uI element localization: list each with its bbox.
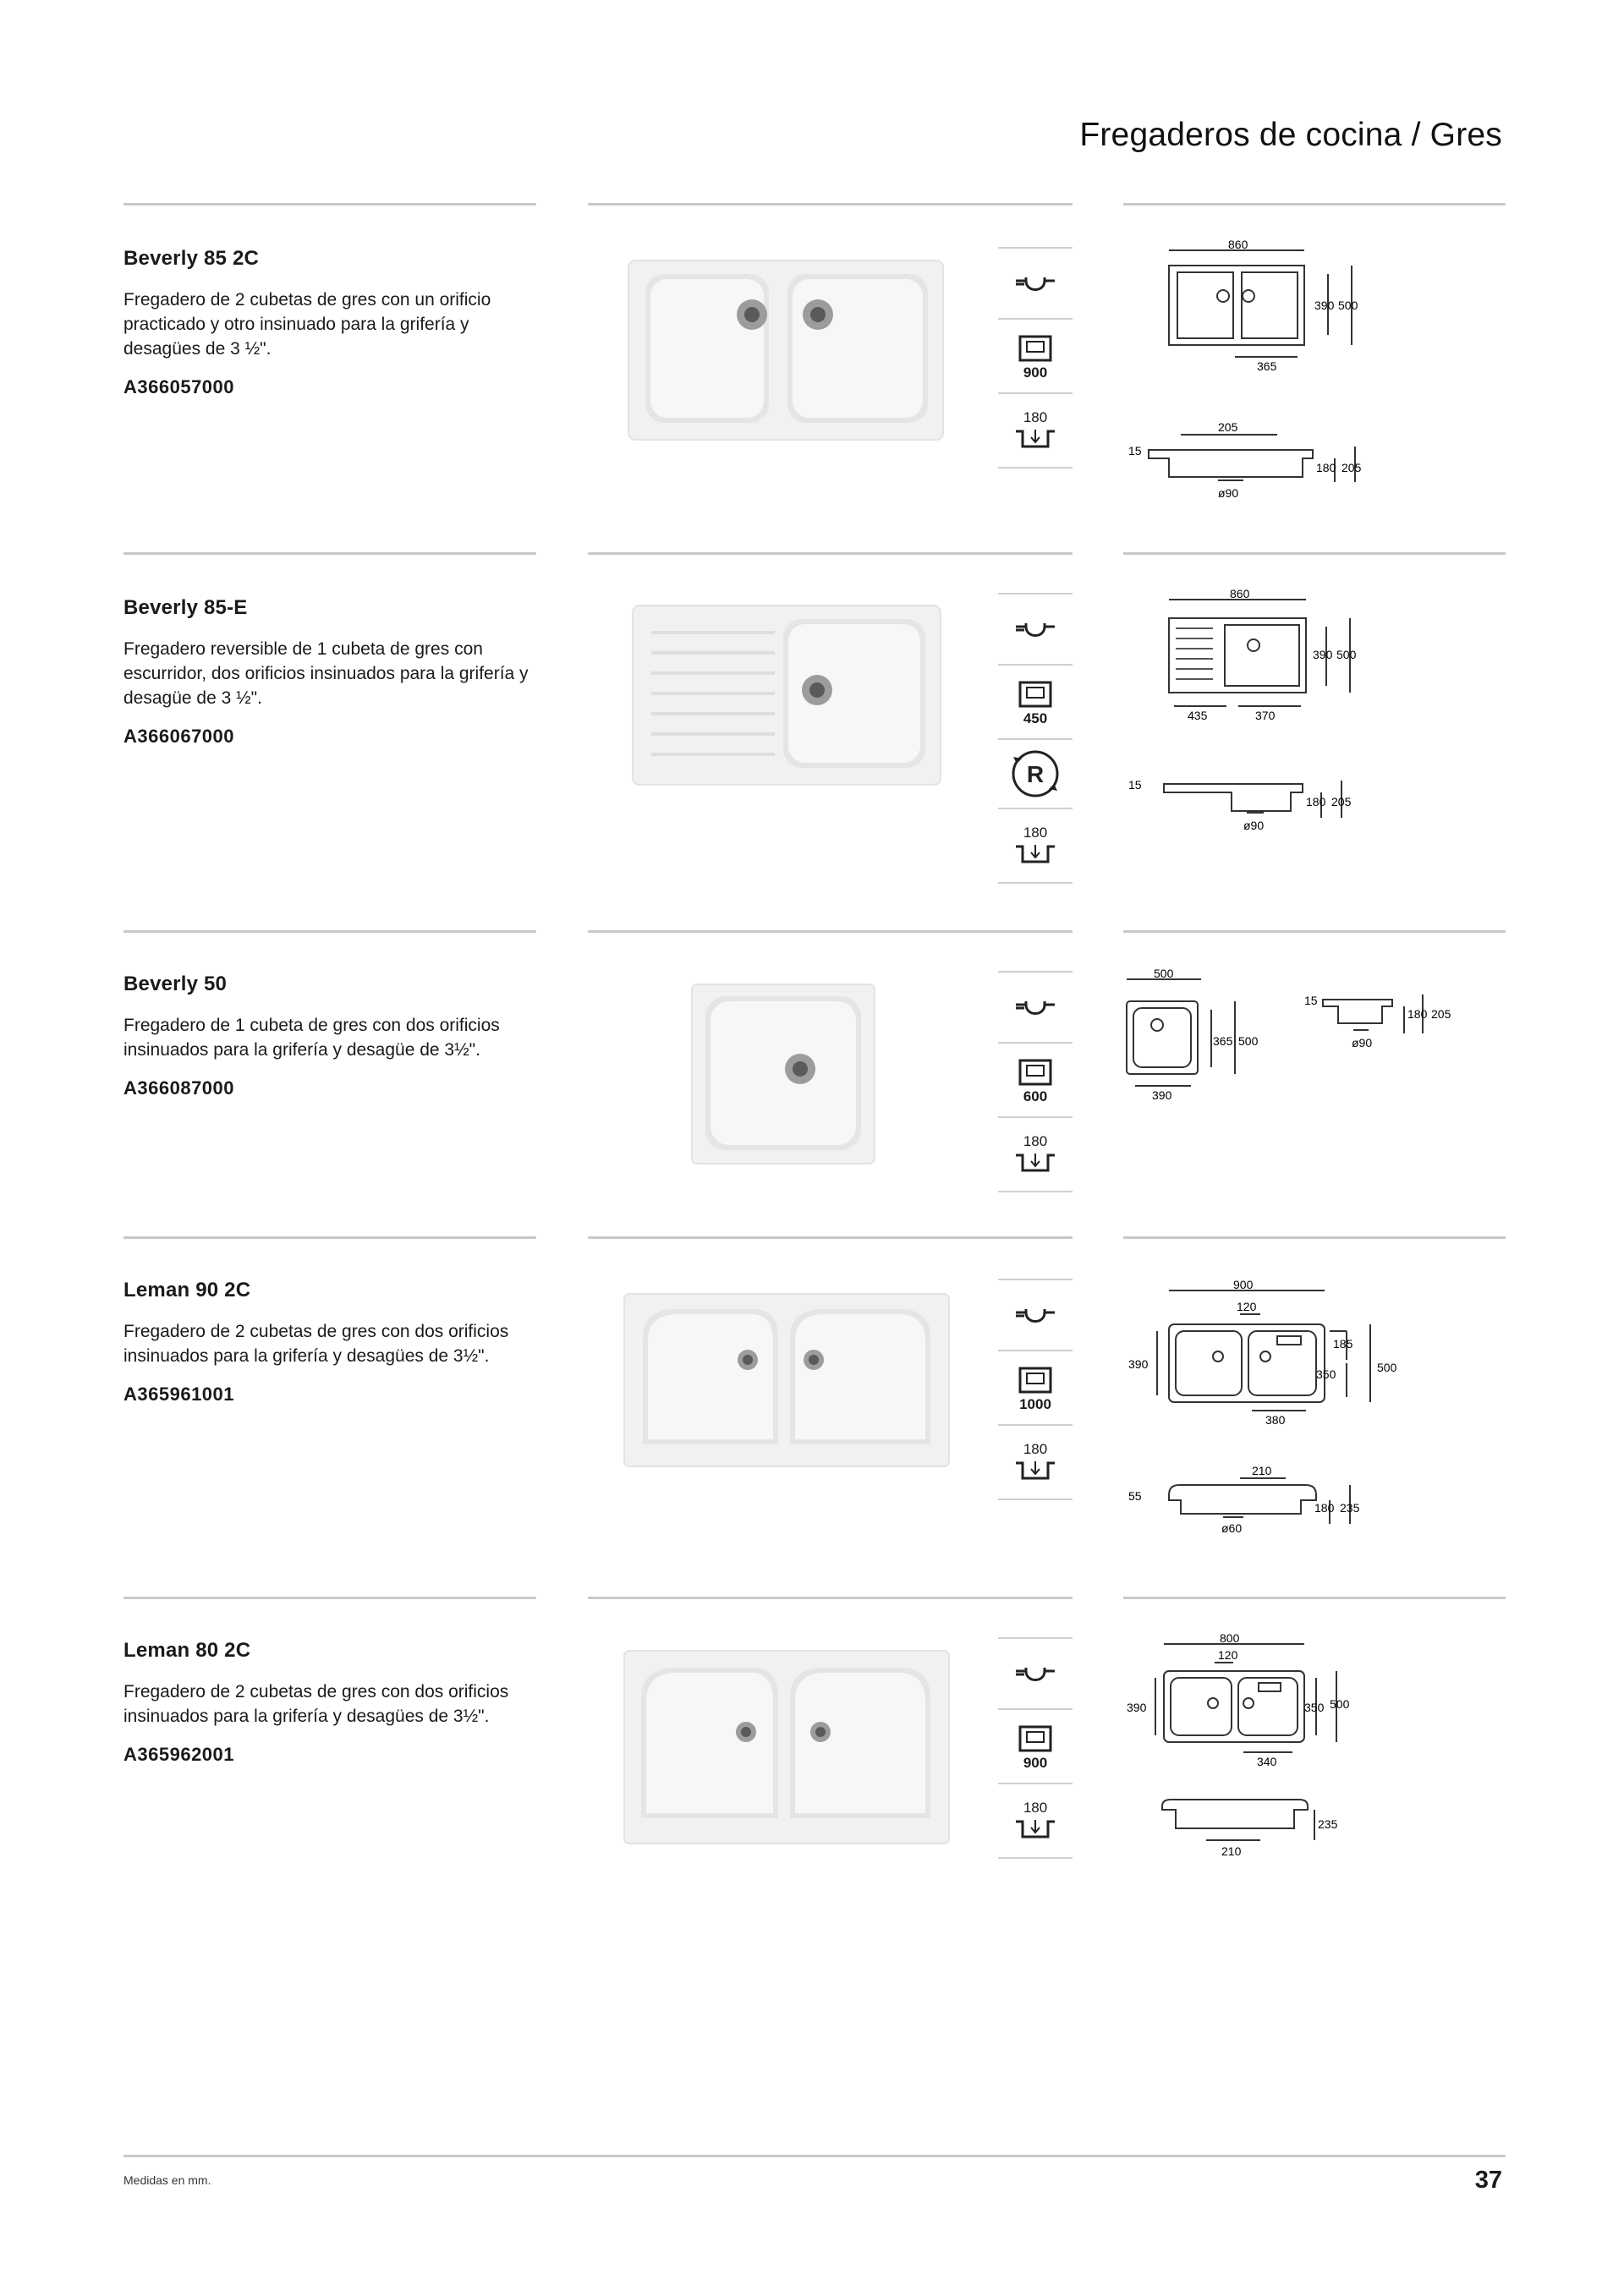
product-info <box>123 1639 538 1766</box>
dim-bowl-width: 365 <box>1257 359 1277 373</box>
dim-drain: ø90 <box>1218 486 1239 500</box>
feature-icons <box>998 247 1073 469</box>
divider <box>588 930 1073 933</box>
dim-section-width: 210 <box>1252 1464 1272 1477</box>
dim-tap-offset: 120 <box>1218 1648 1238 1662</box>
dim-bowl-depth: 390 <box>1314 299 1335 312</box>
page-title: Fregaderos de cocina / Gres <box>1079 117 1502 153</box>
dim-drainer-width: 435 <box>1188 709 1208 722</box>
dim-bowl-depth: 365 <box>1213 1034 1233 1048</box>
product-code: A366087000 <box>123 1077 235 1099</box>
installation-icon <box>998 971 1073 1042</box>
installation-icon <box>998 1279 1073 1350</box>
product-info <box>123 247 538 398</box>
dim-width: 800 <box>1220 1634 1240 1645</box>
product-description: Fregadero de 1 cubeta de gres con dos orificios insinuados para la grifería y desagüe de 3½". <box>123 1016 500 1060</box>
dim-total-height: 205 <box>1431 1007 1451 1021</box>
dim-bowl-depth: 390 <box>1313 648 1333 661</box>
cabinet-icon <box>998 1042 1073 1116</box>
cabinet-icon <box>998 318 1073 392</box>
depth-icon <box>998 808 1073 884</box>
cabinet-width: 900 <box>1023 364 1048 381</box>
divider <box>588 1236 1073 1239</box>
dim-depth: 500 <box>1338 299 1358 312</box>
dim-width: 860 <box>1228 240 1248 251</box>
bowl-depth-label: 180 <box>1023 1132 1048 1149</box>
bowl-depth-label: 180 <box>1023 824 1048 841</box>
cabinet-width: 450 <box>1023 710 1048 726</box>
technical-drawing <box>1125 1634 1429 1879</box>
dim-depth: 500 <box>1330 1697 1350 1711</box>
dim-side-depth: 390 <box>1128 1357 1149 1371</box>
cabinet-icon <box>998 1350 1073 1424</box>
technical-drawing <box>1116 967 1472 1111</box>
divider <box>123 1597 536 1599</box>
product-description: Fregadero de 2 cubetas de gres con dos orificios insinuados para la grifería y desagües de 3½". <box>123 1682 509 1726</box>
dim-width: 900 <box>1233 1279 1254 1291</box>
dim-bowl-width: 370 <box>1255 709 1276 722</box>
dim-drain: ø60 <box>1221 1521 1243 1535</box>
product-photo <box>685 978 881 1172</box>
product-info <box>123 596 538 748</box>
dim-edge: 15 <box>1128 444 1142 458</box>
product-photo <box>617 1644 956 1850</box>
product-photo <box>622 254 952 448</box>
technical-drawing <box>1125 1279 1446 1566</box>
product-name: Beverly 85-E <box>123 596 248 619</box>
dim-top-depth: 185 <box>1333 1337 1353 1351</box>
divider <box>588 1597 1073 1599</box>
cabinet-width: 600 <box>1023 1088 1048 1104</box>
dim-total-height: 205 <box>1331 795 1352 808</box>
product-code: A366067000 <box>123 726 235 747</box>
divider <box>1123 1597 1506 1599</box>
cabinet-width: 1000 <box>1019 1395 1051 1412</box>
installation-icon <box>998 247 1073 318</box>
dim-depth: 500 <box>1336 648 1357 661</box>
technical-drawing <box>1125 240 1429 511</box>
feature-icons <box>998 971 1073 1192</box>
divider <box>1123 930 1506 933</box>
dim-bowl-height: 180 <box>1316 461 1336 474</box>
dim-total-height: 205 <box>1341 461 1362 474</box>
reversible-icon <box>998 738 1073 808</box>
product-photo <box>617 1287 956 1473</box>
feature-icons <box>998 593 1073 884</box>
divider <box>123 930 536 933</box>
dim-bowl-width: 340 <box>1257 1755 1277 1768</box>
dim-edge: 15 <box>1128 778 1142 792</box>
dim-bowl-width: 380 <box>1265 1413 1286 1427</box>
cabinet-icon <box>998 1708 1073 1783</box>
reversible-label: R <box>1026 761 1045 787</box>
dim-drain: ø90 <box>1243 819 1265 832</box>
bowl-depth-label: 180 <box>1023 1440 1048 1457</box>
dim-edge: 15 <box>1304 994 1318 1007</box>
dim-width: 500 <box>1154 967 1174 980</box>
feature-icons <box>998 1637 1073 1859</box>
dim-section-width: 210 <box>1221 1844 1242 1858</box>
divider <box>1123 552 1506 555</box>
product-name: Beverly 50 <box>123 973 228 995</box>
depth-icon <box>998 392 1073 469</box>
divider <box>123 552 536 555</box>
divider <box>1123 1236 1506 1239</box>
page-number: 37 <box>1474 2167 1502 2194</box>
divider <box>588 203 1073 205</box>
dim-bowl-depth: 350 <box>1304 1701 1325 1714</box>
feature-icons <box>998 1279 1073 1500</box>
installation-icon <box>998 1637 1073 1708</box>
product-name: Leman 90 2C <box>123 1279 251 1301</box>
depth-icon <box>998 1116 1073 1192</box>
product-description: Fregadero reversible de 1 cubeta de gres con escurridor, dos orificios insinuados para la grifería y desagüe de 3 ½". <box>123 639 529 708</box>
dim-bowl-width: 390 <box>1152 1088 1172 1102</box>
installation-icon <box>998 593 1073 664</box>
product-info <box>123 1279 538 1406</box>
dim-bowl-height: 180 <box>1306 795 1326 808</box>
dim-tap-offset: 120 <box>1237 1300 1257 1313</box>
bowl-depth-label: 180 <box>1023 1799 1048 1816</box>
divider <box>588 552 1073 555</box>
dim-edge: 55 <box>1128 1489 1142 1503</box>
dim-total-height: 235 <box>1340 1501 1360 1515</box>
dim-bowl-depth: 350 <box>1316 1367 1336 1381</box>
dim-bowl-height: 180 <box>1407 1007 1428 1021</box>
divider <box>123 1236 536 1239</box>
product-description: Fregadero de 2 cubetas de gres con dos orificios insinuados para la grifería y desagües de 3½". <box>123 1322 509 1366</box>
depth-icon <box>998 1424 1073 1500</box>
product-name: Leman 80 2C <box>123 1639 251 1662</box>
dim-depth: 500 <box>1238 1034 1259 1048</box>
divider <box>123 203 536 205</box>
technical-drawing <box>1125 589 1429 860</box>
product-name: Beverly 85 2C <box>123 247 260 270</box>
dim-section-width: 205 <box>1218 420 1238 434</box>
product-description: Fregadero de 2 cubetas de gres con un orificio practicado y otro insinuado para la grifería y desagües de 3 ½". <box>123 290 491 359</box>
dim-width: 860 <box>1230 589 1250 600</box>
product-info <box>123 973 538 1099</box>
footer-note: Medidas en mm. <box>123 2173 211 2187</box>
cabinet-width: 900 <box>1023 1754 1048 1771</box>
divider <box>1123 203 1506 205</box>
bowl-depth-label: 180 <box>1023 408 1048 425</box>
dim-bowl-height: 180 <box>1314 1501 1335 1515</box>
cabinet-icon <box>998 664 1073 738</box>
product-code: A366057000 <box>123 376 235 397</box>
dim-drain: ø90 <box>1352 1036 1373 1049</box>
product-photo <box>626 599 947 793</box>
footer-divider <box>123 2155 1506 2157</box>
dim-depth: 500 <box>1377 1361 1397 1374</box>
dim-total-height: 235 <box>1318 1817 1338 1831</box>
dim-side-depth: 390 <box>1127 1701 1147 1714</box>
product-code: A365961001 <box>123 1384 235 1405</box>
depth-icon <box>998 1783 1073 1859</box>
product-code: A365962001 <box>123 1744 235 1765</box>
